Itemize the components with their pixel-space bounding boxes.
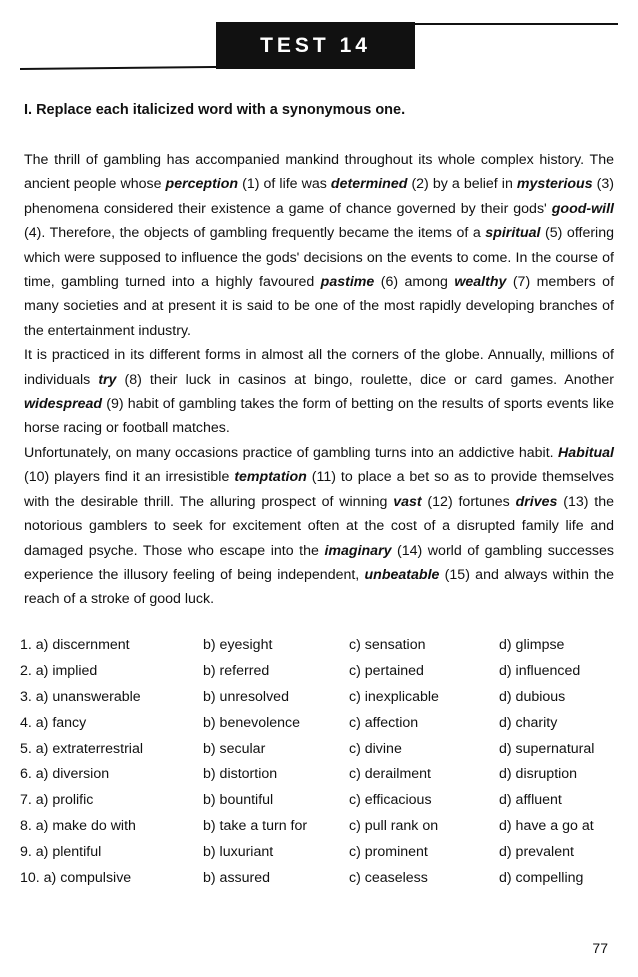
- option-b: b) bountiful: [203, 792, 274, 809]
- passage-text: Unfortunately, on many occasions practice of gambling turns into an addictive habit.: [24, 444, 559, 461]
- option-row: [20, 658, 620, 684]
- exercise-instruction: I. Replace each italicized word with a synonymous one.: [24, 102, 406, 118]
- option-row: [20, 813, 620, 839]
- italic-word-14: imaginary: [324, 542, 392, 559]
- italic-word-6: pastime: [320, 274, 375, 291]
- italic-word-2: determined: [330, 176, 408, 193]
- option-b: b) secular: [203, 740, 266, 757]
- italic-word-12: vast: [393, 493, 422, 510]
- passage-text: (4). Therefore, the objects of gambling frequently became the items of a: [24, 225, 486, 242]
- option-c: c) efficacious: [349, 792, 432, 809]
- option-row: [20, 761, 620, 787]
- option-d: d) glimpse: [499, 636, 565, 653]
- option-b: b) assured: [203, 869, 271, 886]
- option-c: c) derailment: [349, 766, 432, 783]
- option-d: d) dubious: [499, 688, 566, 705]
- option-row: [20, 710, 620, 736]
- option-row: [20, 787, 620, 813]
- answer-options: [20, 632, 620, 891]
- passage-text: (11) to place a bet so as to provide themselves with the desirable thrill. The alluring prospect of winning: [24, 469, 614, 510]
- option-a: 2. a) implied: [20, 662, 98, 679]
- italic-word-15: unbeatable: [364, 566, 440, 583]
- option-d: d) disruption: [499, 766, 578, 783]
- option-b: b) take a turn for: [203, 818, 308, 835]
- passage-text: (1) of life was: [238, 176, 331, 193]
- passage-text: (10) players find it an irresistible: [24, 469, 235, 486]
- italic-word-13: drives: [515, 493, 558, 510]
- passage-text: (7) members of many societies and at present it is said to be one of the most rapidly developing branches of the entertainment industry.: [24, 274, 615, 339]
- option-b: b) eyesight: [203, 636, 273, 653]
- passage-text: It is practiced in its different forms in almost all the corners of the globe. Annually, millions of individuals: [24, 347, 614, 388]
- option-a: 10. a) compulsive: [20, 869, 132, 886]
- italic-word-9: widespread: [24, 396, 103, 413]
- italic-word-10: Habitual: [558, 444, 614, 461]
- italic-word-1: perception: [165, 176, 239, 193]
- option-c: c) prominent: [349, 844, 428, 861]
- header-rule-right: [414, 23, 618, 25]
- passage-text: (14) world of gambling successes experience the illusory feeling of being independent,: [24, 542, 615, 583]
- option-d: d) have a go at: [499, 818, 594, 835]
- passage-text: (3) phenomena considered their existence a game of chance governed by their gods': [24, 176, 615, 217]
- italic-word-4: good-will: [551, 200, 614, 217]
- option-a: 4. a) fancy: [20, 714, 87, 731]
- option-c: c) pull rank on: [349, 818, 439, 835]
- option-row: [20, 684, 620, 710]
- italic-word-3: mysterious: [516, 176, 593, 193]
- option-b: b) luxuriant: [203, 844, 274, 861]
- option-b: b) benevolence: [203, 714, 301, 731]
- passage-text: (9) habit of gambling takes the form of betting on the results of sports events like horse racing or football matches.: [24, 396, 614, 437]
- option-a: 9. a) plentiful: [20, 844, 102, 861]
- option-d: d) supernatural: [499, 740, 595, 757]
- option-a: 1. a) discernment: [20, 636, 130, 653]
- option-b: b) referred: [203, 662, 270, 679]
- option-c: c) inexplicable: [349, 688, 439, 705]
- option-c: c) sensation: [349, 636, 426, 653]
- page-number: 77: [592, 940, 608, 956]
- italic-word-8: try: [98, 371, 117, 388]
- option-row: [20, 736, 620, 762]
- option-c: c) affection: [349, 714, 419, 731]
- passage-text: (15) and always within the reach of a stroke of good luck.: [24, 566, 614, 608]
- italic-word-5: spiritual: [485, 225, 541, 242]
- option-d: d) influenced: [499, 662, 581, 679]
- option-a: 6. a) diversion: [20, 766, 110, 783]
- option-d: d) affluent: [499, 792, 562, 809]
- italic-word-11: temptation: [234, 469, 307, 486]
- option-a: 5. a) extraterrestrial: [20, 740, 143, 757]
- option-row: [20, 839, 620, 865]
- option-c: c) pertained: [349, 662, 424, 679]
- option-a: 8. a) make do with: [20, 818, 136, 835]
- passage-text: (13) the notorious gamblers to seek for excitement often at the cost of a disrupted family life and damaged psyche. Those who escape into the: [24, 493, 614, 559]
- passage-paragraph-2: [24, 343, 614, 441]
- option-d: d) compelling: [499, 869, 584, 886]
- header-rule-left: [20, 66, 226, 70]
- passage-text: (12) fortunes: [421, 493, 516, 510]
- option-d: d) charity: [499, 714, 558, 731]
- option-c: c) divine: [349, 740, 402, 757]
- passage-paragraph-1: [24, 148, 614, 343]
- passage-text: (6) among: [374, 274, 455, 291]
- reading-passage: [24, 148, 614, 612]
- option-row: [20, 632, 620, 658]
- passage-text: (8) their luck in casinos at bingo, roulette, dice or card games. Another: [116, 371, 614, 388]
- option-a: 7. a) prolific: [20, 792, 94, 809]
- passage-paragraph-3: [24, 441, 614, 612]
- passage-text: (2) by a belief in: [407, 176, 517, 193]
- option-b: b) distortion: [203, 766, 278, 783]
- option-a: 3. a) unanswerable: [20, 688, 141, 705]
- option-b: b) unresolved: [203, 688, 289, 705]
- option-d: d) prevalent: [499, 844, 574, 861]
- option-row: [20, 865, 620, 891]
- test-title: TEST 14: [216, 22, 415, 69]
- passage-text: The thrill of gambling has accompanied mankind throughout its whole complex history. The ancient people whose: [24, 152, 614, 193]
- italic-word-7: wealthy: [454, 274, 507, 291]
- passage-text: (5) offering which were supposed to influence the gods' decisions on the events to come. In the course of time, gambling turned into a highly favoured: [24, 225, 614, 291]
- option-c: c) ceaseless: [349, 869, 428, 886]
